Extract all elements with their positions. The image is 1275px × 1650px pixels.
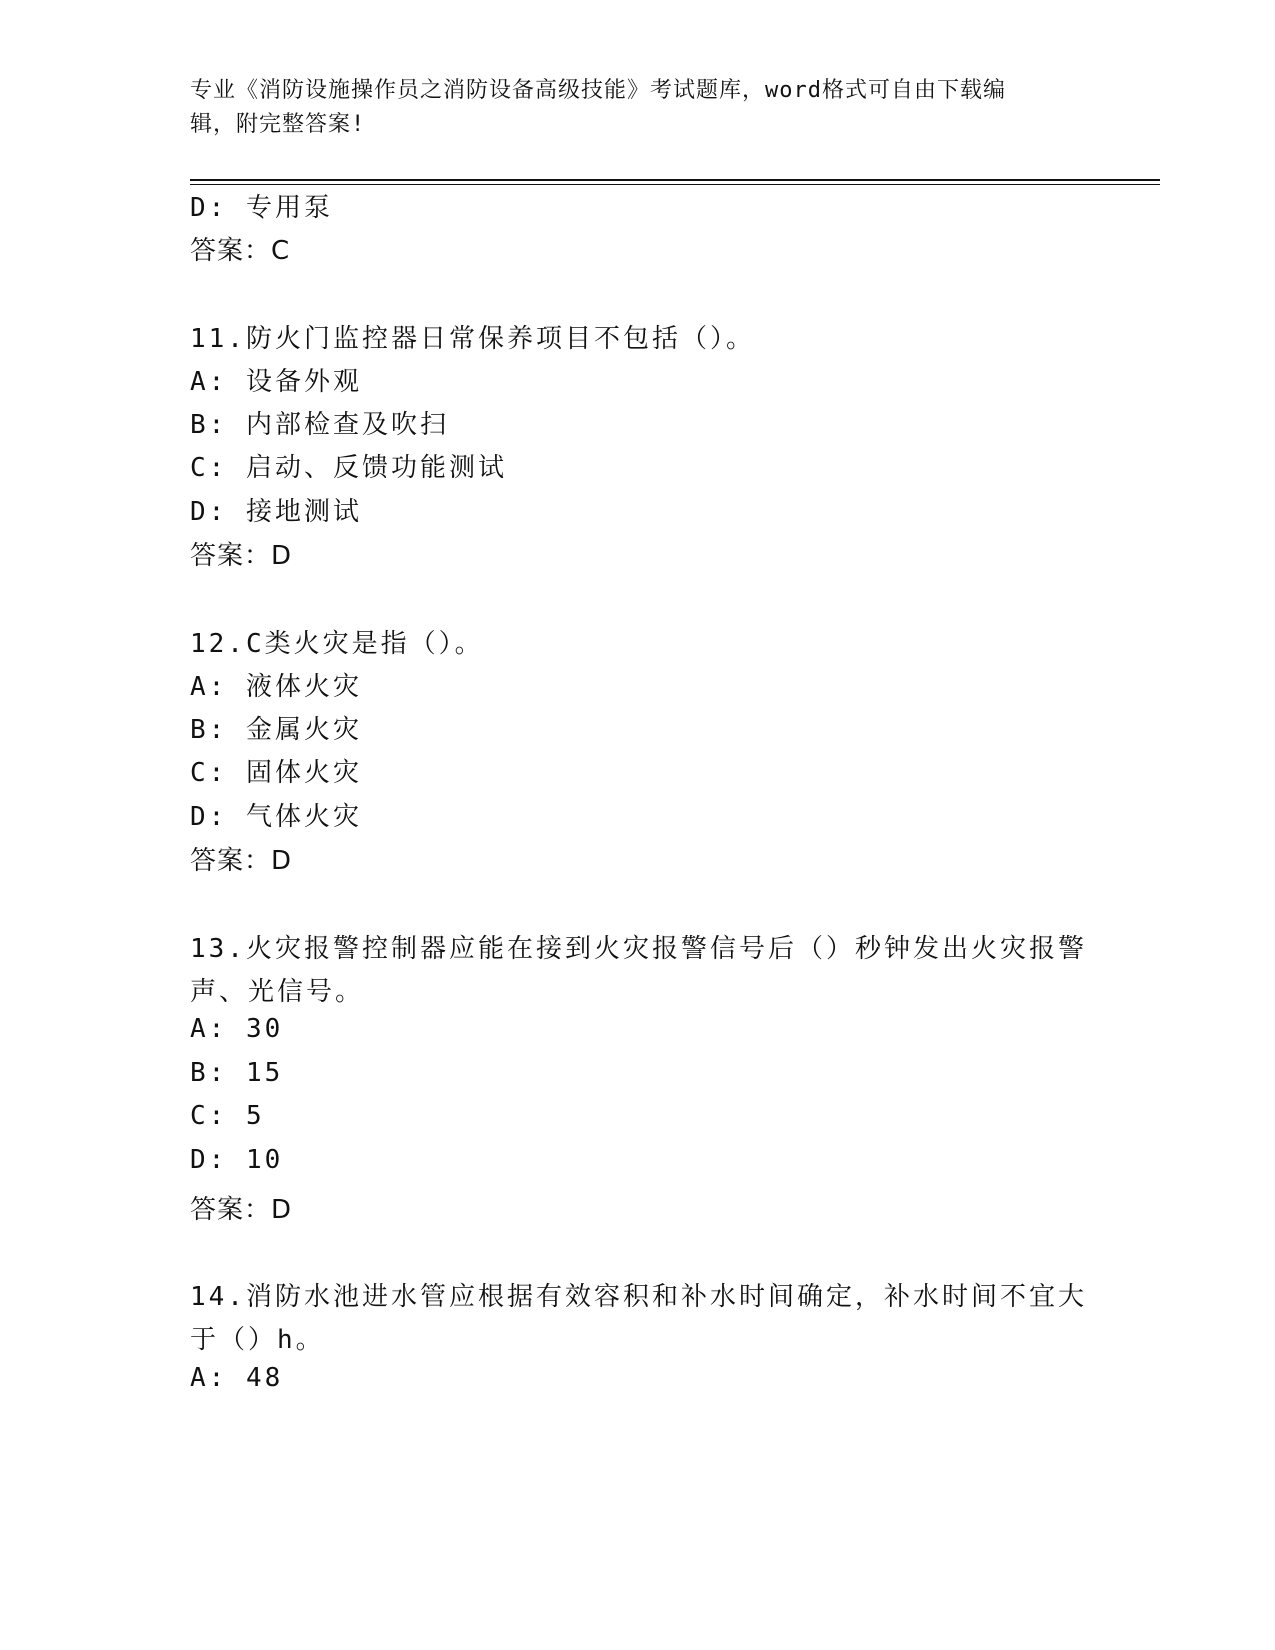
option-c: C: 启动、反馈功能测试 xyxy=(190,453,507,483)
header-divider-thin xyxy=(190,184,1160,185)
question-stem: 13.火灾报警控制器应能在接到火灾报警信号后（）秒钟发出火灾报警 xyxy=(190,934,1087,964)
option-b: B: 15 xyxy=(190,1058,284,1088)
option-d: D: 专用泵 xyxy=(190,193,333,223)
option-a: A: 设备外观 xyxy=(190,367,362,397)
option-a: A: 液体火灾 xyxy=(190,672,362,702)
option-a: A: 48 xyxy=(190,1363,284,1393)
option-b: B: 内部检查及吹扫 xyxy=(190,410,449,440)
option-a: A: 30 xyxy=(190,1014,284,1044)
header-divider-thick xyxy=(190,179,1160,181)
question-stem-continued: 于（）h。 xyxy=(190,1325,325,1355)
answer: 答案：C xyxy=(190,236,291,266)
question-stem: 12.C类火灾是指（）。 xyxy=(190,629,484,659)
question-stem: 11.防火门监控器日常保养项目不包括（）。 xyxy=(190,324,755,354)
option-c: C: 固体火灾 xyxy=(190,758,362,788)
option-b: B: 金属火灾 xyxy=(190,715,362,745)
question-stem: 14.消防水池进水管应根据有效容积和补水时间确定，补水时间不宜大 xyxy=(190,1282,1087,1312)
option-d: D: 10 xyxy=(190,1145,284,1175)
question-stem-continued: 声、光信号。 xyxy=(190,977,365,1007)
page-header xyxy=(190,74,1090,142)
option-d: D: 接地测试 xyxy=(190,497,362,527)
answer: 答案：D xyxy=(190,541,293,571)
answer: 答案：D xyxy=(190,1195,293,1225)
header-line-1: 专业《消防设施操作员之消防设备高级技能》考试题库，word格式可自由下载编 xyxy=(190,78,1006,103)
option-d: D: 气体火灾 xyxy=(190,802,362,832)
header-line-2: 辑，附完整答案! xyxy=(190,112,366,137)
answer: 答案：D xyxy=(190,846,293,876)
option-c: C: 5 xyxy=(190,1101,265,1131)
